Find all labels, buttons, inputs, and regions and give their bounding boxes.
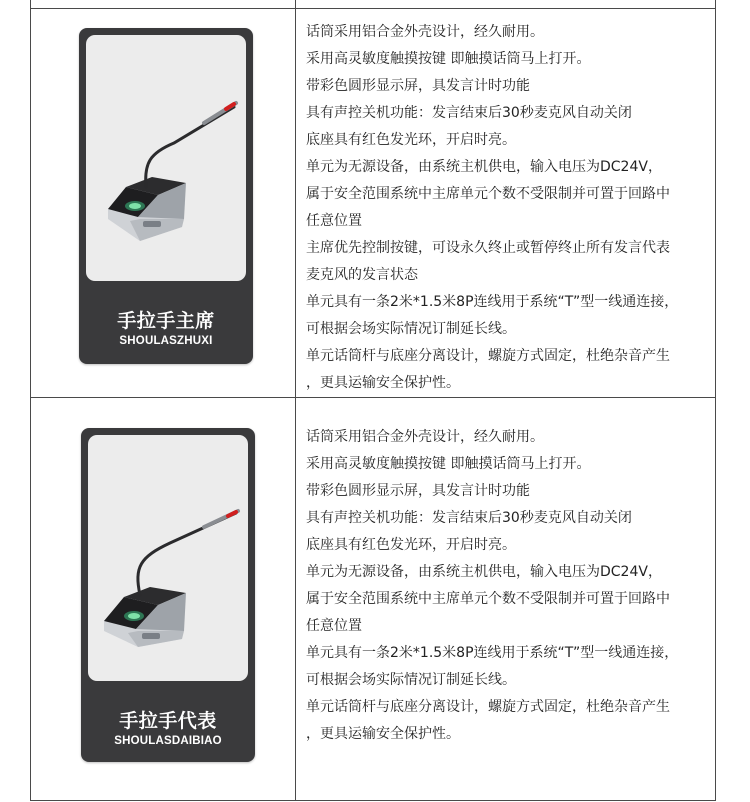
feature-item: 话筒采用铝合金外壳设计，经久耐用。: [306, 429, 544, 445]
product-photo: [86, 35, 246, 281]
product-photo: [88, 435, 248, 681]
feature-item: 单元为无源设备，由系统主机供电，输入电压为DC24V，: [306, 159, 662, 175]
feature-item: 采用高灵敏度触摸按键 即触摸话筒马上打开。: [306, 456, 591, 472]
feature-item: ，更具运输安全保护性。: [306, 726, 460, 742]
product-name-en: SHOULASZHUXI: [119, 335, 213, 347]
feature-item: 属于安全范围系统中主席单元个数不受限制并可置于回路中: [306, 591, 670, 607]
feature-item: ，更具运输安全保护性。: [306, 375, 460, 391]
product-card-delegate: [81, 428, 255, 762]
table-row-divider: [30, 397, 716, 398]
table-column-divider: [295, 0, 296, 801]
feature-item: 带彩色圆形显示屏，具发言计时功能: [306, 78, 530, 94]
feature-item: 采用高灵敏度触摸按键 即触摸话筒马上打开。: [306, 51, 591, 67]
feature-item: 可根据会场实际情况订制延长线。: [306, 672, 516, 688]
feature-item: 属于安全范围系统中主席单元个数不受限制并可置于回路中: [306, 186, 670, 202]
feature-item: 单元为无源设备，由系统主机供电，输入电压为DC24V，: [306, 564, 662, 580]
feature-list-chairman: [306, 19, 718, 397]
feature-item: 话筒采用铝合金外壳设计，经久耐用。: [306, 24, 544, 40]
product-card-chairman: [79, 28, 253, 364]
feature-item: 任意位置: [306, 618, 362, 634]
feature-item: 单元具有一条2米*1.5米8P连线用于系统“T”型一线通连接，: [306, 645, 679, 661]
product-name-en: SHOULASDAIBIAO: [114, 735, 222, 747]
table-row-divider: [30, 8, 716, 9]
feature-item: 底座具有红色发光环，开启时亮。: [306, 537, 516, 553]
feature-item: 主席优先控制按键，可设永久终止或暂停终止所有发言代表: [306, 240, 670, 256]
feature-item: 可根据会场实际情况订制延长线。: [306, 321, 516, 337]
feature-item: 具有声控关机功能：发言结束后30秒麦克风自动关闭: [306, 510, 632, 526]
feature-item: 单元话筒杆与底座分离设计，螺旋方式固定，杜绝杂音产生: [306, 699, 670, 715]
feature-item: 底座具有红色发光环，开启时亮。: [306, 132, 516, 148]
feature-item: 单元具有一条2米*1.5米8P连线用于系统“T”型一线通连接，: [306, 294, 679, 310]
gooseneck-microphone-image: [88, 435, 248, 681]
feature-item: 任意位置: [306, 213, 362, 229]
product-name: 手拉手主席: [117, 310, 215, 332]
feature-item: 麦克风的发言状态: [306, 267, 418, 283]
feature-item: 带彩色圆形显示屏，具发言计时功能: [306, 483, 530, 499]
feature-list-delegate: [306, 424, 718, 748]
feature-item: 单元话筒杆与底座分离设计，螺旋方式固定，杜绝杂音产生: [306, 348, 670, 364]
feature-item: 具有声控关机功能：发言结束后30秒麦克风自动关闭: [306, 105, 632, 121]
product-name: 手拉手代表: [119, 710, 217, 732]
gooseneck-microphone-image: [86, 35, 246, 281]
